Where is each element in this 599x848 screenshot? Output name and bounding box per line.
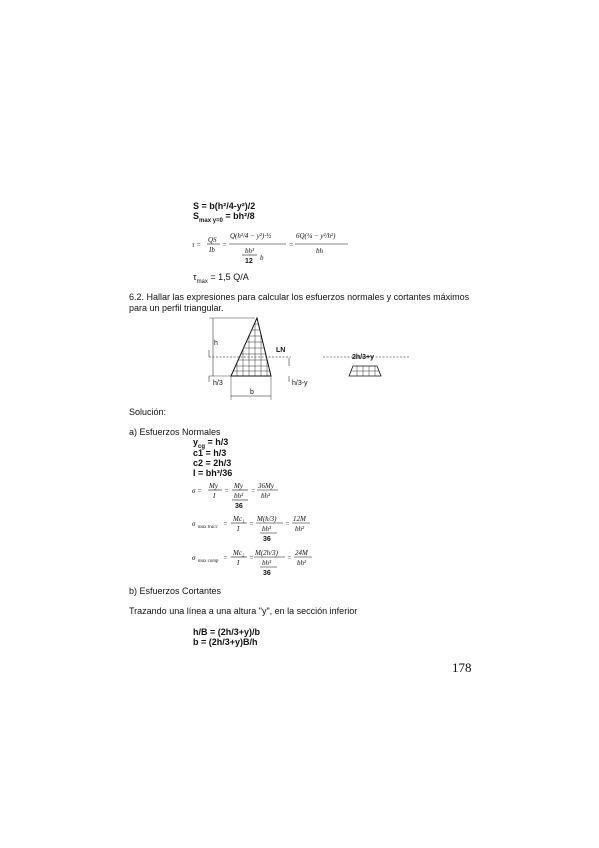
ycg-subscript: cg bbox=[198, 443, 206, 450]
svg-text:bh³: bh³ bbox=[262, 559, 272, 567]
svg-text:bh³: bh³ bbox=[261, 492, 271, 500]
svg-text:36: 36 bbox=[263, 570, 271, 577]
label-2h3-y: 2h/3+y bbox=[352, 354, 374, 361]
label-h3-y: h/3-y bbox=[292, 380, 308, 387]
svg-text:My: My bbox=[234, 482, 243, 490]
svg-text:Mc₂: Mc₂ bbox=[233, 549, 245, 557]
width-equation: b = (2h/3+y)B/h bbox=[193, 637, 258, 647]
sigma-max-comp-formula bbox=[192, 546, 332, 580]
triangle-section-figure bbox=[195, 314, 415, 404]
svg-text:=: = bbox=[224, 487, 229, 495]
c2-formula: c2 = 2h/3 bbox=[193, 458, 232, 468]
svg-text:I: I bbox=[213, 492, 216, 500]
svg-text:I: I bbox=[237, 559, 240, 567]
svg-text:36My: 36My bbox=[258, 482, 274, 490]
svg-text:=: = bbox=[289, 241, 294, 249]
label-ln: LN bbox=[276, 347, 286, 354]
svg-text:QS: QS bbox=[208, 236, 217, 244]
svg-text:bh: bh bbox=[316, 247, 323, 255]
taumax-value: = 1,5 Q/A bbox=[210, 272, 249, 282]
svg-text:σ: σ bbox=[192, 554, 196, 562]
svg-text:24M: 24M bbox=[295, 549, 308, 557]
svg-text:b: b bbox=[260, 254, 264, 262]
svg-text:=: = bbox=[251, 487, 256, 495]
svg-text:bh³: bh³ bbox=[262, 525, 272, 533]
svg-text:bh²: bh² bbox=[297, 559, 307, 567]
svg-text:=: = bbox=[285, 520, 290, 528]
svg-text:Ib: Ib bbox=[209, 246, 215, 254]
svg-text:σ =: σ = bbox=[192, 487, 202, 495]
taumax-formula bbox=[193, 272, 249, 288]
svg-text:12M: 12M bbox=[293, 515, 306, 523]
svg-text:bh³: bh³ bbox=[245, 247, 255, 255]
svg-text:bh²: bh² bbox=[295, 525, 305, 533]
svg-text:12: 12 bbox=[245, 258, 253, 265]
svg-text:max comp: max comp bbox=[198, 559, 219, 564]
svg-text:=: = bbox=[249, 520, 254, 528]
inertia-formula: I = bh³/36 bbox=[193, 468, 233, 478]
label-b: b bbox=[250, 389, 254, 396]
svg-text:36: 36 bbox=[263, 536, 271, 543]
svg-text:=: = bbox=[222, 241, 227, 249]
svg-text:=: = bbox=[223, 520, 228, 528]
svg-text:I: I bbox=[237, 525, 240, 533]
label-h: h bbox=[214, 340, 218, 347]
cortantes-heading: b) Esfuerzos Cortantes bbox=[129, 586, 222, 596]
ycg-value: = h/3 bbox=[207, 437, 229, 447]
svg-text:Mc₁: Mc₁ bbox=[233, 515, 245, 523]
svg-text:6Q(¼ − y²/h²): 6Q(¼ − y²/h²) bbox=[296, 232, 336, 240]
taumax-subscript: max bbox=[196, 278, 208, 285]
svg-text:My: My bbox=[209, 482, 218, 490]
taumax-symbol: τ bbox=[193, 272, 197, 282]
trazando-text: Trazando una línea a una altura "y", en la sección inferior bbox=[129, 606, 358, 616]
svg-text:=: = bbox=[249, 554, 254, 562]
smax-subscript: max y=0 bbox=[199, 217, 223, 224]
tau-formula bbox=[190, 222, 350, 272]
c1-formula: c1 = h/3 bbox=[193, 448, 227, 458]
proportion-equation: h/B = (2h/3+y)/b bbox=[193, 627, 261, 637]
svg-text:bh³: bh³ bbox=[234, 492, 244, 500]
svg-text:=: = bbox=[223, 554, 228, 562]
sigma-max-tracc-formula bbox=[192, 512, 332, 546]
svg-text:M(h/3): M(h/3) bbox=[257, 515, 277, 523]
svg-text:σ: σ bbox=[192, 520, 196, 528]
svg-text:τ =: τ = bbox=[192, 241, 201, 249]
smax-symbol: S bbox=[193, 211, 200, 221]
normales-heading: a) Esfuerzos Normales bbox=[129, 427, 221, 437]
sigma-formula bbox=[192, 479, 332, 509]
problem-line-2: para un perfil triangular. bbox=[129, 303, 224, 313]
svg-text:M(2h/3): M(2h/3) bbox=[255, 549, 278, 557]
label-h3: h/3 bbox=[213, 380, 223, 387]
problem-line-1: 6.2. Hallar las expresiones para calcular los esfuerzos normales y cortantes máximos bbox=[129, 292, 470, 302]
svg-text:Q(h²/4 − y²)·½: Q(h²/4 − y²)·½ bbox=[230, 232, 272, 240]
svg-text:=: = bbox=[287, 554, 292, 562]
smax-value: = bh²/8 bbox=[225, 211, 255, 221]
solucion-heading: Solución: bbox=[129, 407, 167, 417]
page-number: 178 bbox=[452, 660, 472, 675]
svg-text:36: 36 bbox=[235, 503, 243, 509]
shear-S-formula: S = b(h²/4-y²)/2 bbox=[193, 201, 256, 211]
svg-text:max tracc: max tracc bbox=[198, 525, 218, 530]
ycg-symbol: y bbox=[193, 437, 199, 447]
